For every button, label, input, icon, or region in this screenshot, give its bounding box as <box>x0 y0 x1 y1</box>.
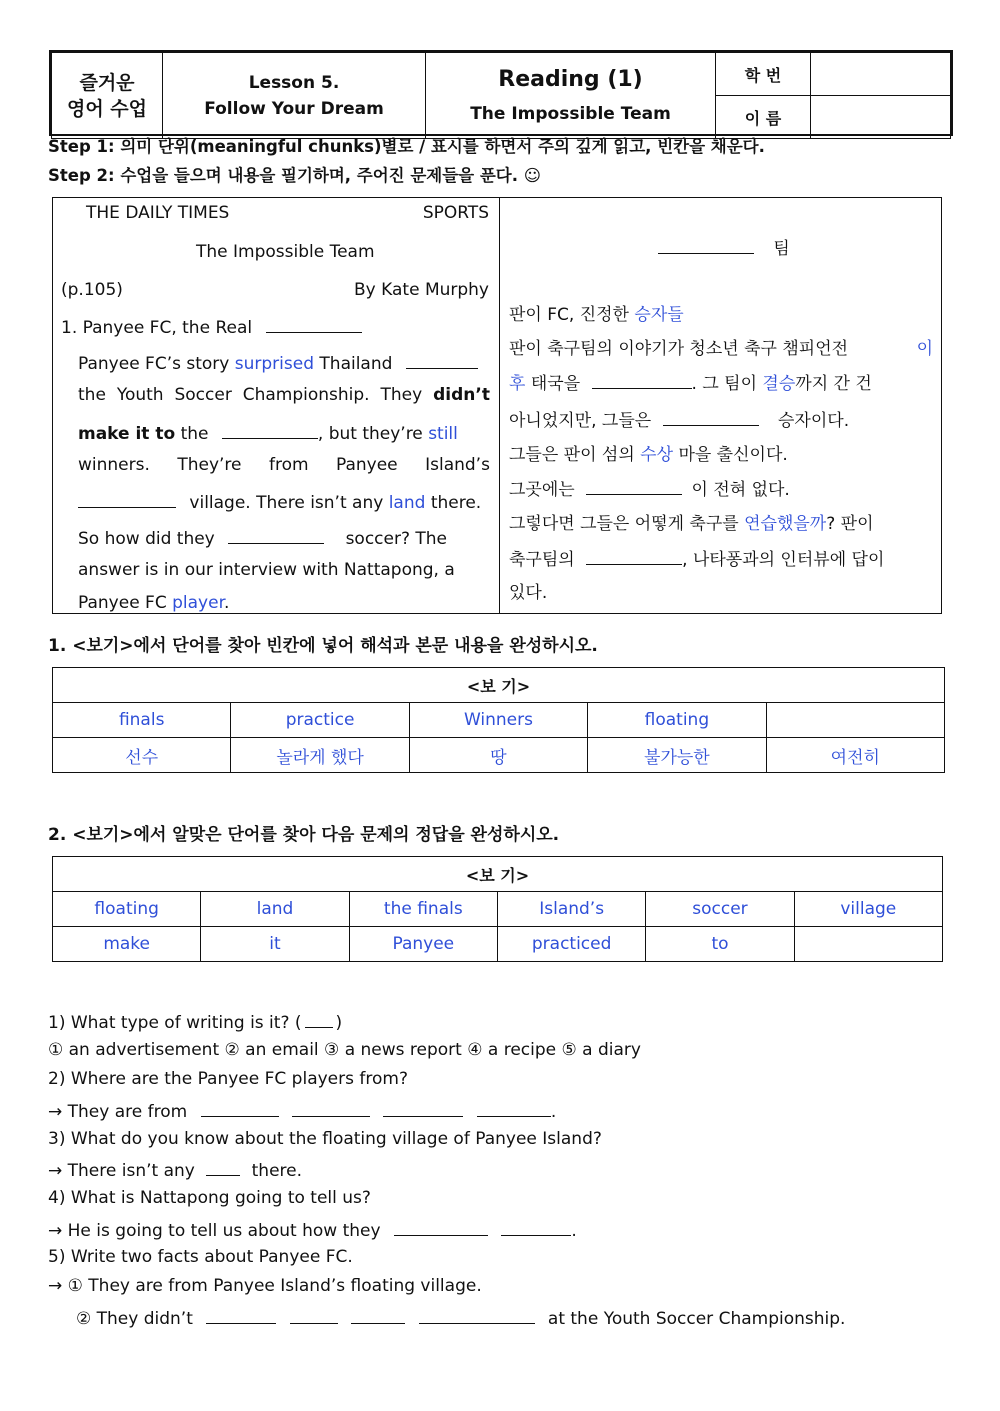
word-bank-cell: make <box>53 927 201 962</box>
translation-text: ? 판이 <box>826 514 874 534</box>
answer-blank[interactable] <box>292 1099 370 1117</box>
word-bank-cell: 선수 <box>53 738 231 773</box>
passage-word: Soccer <box>174 385 232 405</box>
word-bank-cell: Island’s <box>497 892 645 927</box>
passage-word: They’re <box>177 455 242 475</box>
answer-blank[interactable] <box>383 1099 463 1117</box>
question-5-fact-1: → ① They are from Panyee Island’s floating village. <box>48 1276 482 1296</box>
question-text: 1) What type of writing is it? ( <box>48 1013 302 1033</box>
translation-line-5 <box>509 440 788 465</box>
answer-blank[interactable] <box>78 490 176 508</box>
answer-blank[interactable] <box>663 408 759 426</box>
word-bank-cell: Winners <box>409 703 587 738</box>
word-bank-caption: <보 기> <box>53 668 945 703</box>
passage-line-8: answer is in our interview with Nattapong, a <box>78 560 455 580</box>
answer-blank[interactable] <box>419 1306 535 1324</box>
word-bank-cell: 불가능한 <box>588 738 766 773</box>
word-bank-cell: soccer <box>646 892 794 927</box>
passage-word: the <box>78 385 106 405</box>
answer-blank[interactable] <box>201 1099 279 1117</box>
answer-blank[interactable] <box>592 371 692 389</box>
word-bank-cell: 놀라게 했다 <box>231 738 409 773</box>
answer-blank[interactable] <box>206 1158 240 1176</box>
reading-title: Reading (1) <box>498 67 643 92</box>
translation-highlight: 연습했을까 <box>744 514 827 534</box>
name-label: 이 름 <box>716 96 811 139</box>
question-1-options: ① an advertisement ② an email ③ a news report ④ a recipe ⑤ a diary <box>48 1040 641 1060</box>
question-1 <box>48 1010 342 1033</box>
question-3: 3) What do you know about the floating village of Panyee Island? <box>48 1129 602 1149</box>
translation-text: 축구팀의 <box>509 550 575 570</box>
translation-text: 까지 간 건 <box>795 374 872 394</box>
lesson-number: Lesson 5. <box>248 72 340 93</box>
passage-text: the <box>180 424 209 444</box>
answer-blank[interactable] <box>206 1306 276 1324</box>
passage-highlight: player <box>172 593 225 613</box>
passage-line-3 <box>78 385 490 405</box>
student-id-field[interactable] <box>811 53 951 96</box>
course-title-line1: 즐거운 <box>79 71 135 94</box>
translation-highlight: 수상 <box>640 445 674 465</box>
step-1: Step 1: 의미 단위(meaningful chunks)별로 / 표시를 하면서 주의 깊게 읽고, 빈칸을 채운다. <box>48 137 765 156</box>
passage-line-5 <box>78 455 490 475</box>
question-text: there. <box>251 1161 303 1181</box>
word-bank-cell: 여전히 <box>766 738 944 773</box>
question-text: → They are from <box>48 1102 188 1122</box>
answer-blank[interactable] <box>222 421 318 439</box>
passage-text: village. There isn’t any <box>189 493 384 513</box>
translation-title <box>658 234 790 259</box>
translation-highlight: 후 <box>509 374 526 394</box>
translation-line-6 <box>509 475 790 500</box>
translation-line-8 <box>509 545 884 570</box>
article-title: The Impossible Team <box>196 242 375 262</box>
question-text: ② They didn’t <box>76 1309 193 1329</box>
word-bank-cell <box>794 927 942 962</box>
word-bank-cell: to <box>646 927 794 962</box>
exercise-1-title: 1. <보기>에서 단어를 찾아 빈칸에 넣어 해석과 본문 내용을 완성하시오. <box>48 636 598 656</box>
passage-highlight: surprised <box>234 354 314 374</box>
word-bank-1 <box>52 667 945 773</box>
answer-blank[interactable] <box>228 526 324 544</box>
answer-blank[interactable] <box>406 351 478 369</box>
passage-text: soccer? The <box>345 529 448 549</box>
question-4-answer <box>48 1218 577 1241</box>
answer-blank[interactable] <box>394 1218 488 1236</box>
question-5: 5) Write two facts about Panyee FC. <box>48 1247 353 1267</box>
english-passage <box>53 198 500 613</box>
passage-word: Island’s <box>425 455 490 475</box>
word-bank-cell: Panyee <box>349 927 497 962</box>
passage-line-4 <box>78 421 458 444</box>
course-title-line2: 영어 수업 <box>66 97 148 120</box>
question-2: 2) Where are the Panyee FC players from? <box>48 1069 408 1089</box>
translation-text: 판이 FC, 진정한 <box>509 305 629 325</box>
passage-highlight: still <box>428 424 458 444</box>
question-text: ) <box>335 1013 343 1033</box>
translation-line-9: 있다. <box>509 583 548 603</box>
passage-text: Panyee FC’s story <box>78 354 230 374</box>
answer-blank[interactable] <box>658 236 754 254</box>
word-bank-cell: the finals <box>349 892 497 927</box>
translation-text: 마을 출신이다. <box>678 445 788 465</box>
answer-blank[interactable] <box>586 477 682 495</box>
passage-text: Panyee FC <box>78 593 167 613</box>
translation-text: 그렇다면 그들은 어떻게 축구를 <box>509 514 739 534</box>
passage-word: from <box>268 455 309 475</box>
translation-text: 승자이다. <box>778 411 850 431</box>
answer-blank[interactable] <box>290 1306 338 1324</box>
exercise-2-title: 2. <보기>에서 알맞은 단어를 찾아 다음 문제의 정답을 완성하시오. <box>48 825 560 845</box>
passage-line-1 <box>61 315 362 338</box>
word-bank-cell: finals <box>53 703 231 738</box>
author: By Kate Murphy <box>354 280 489 300</box>
passage-line-9 <box>78 593 229 613</box>
passage-bold: didn’t <box>433 385 490 405</box>
passage-text: 1. Panyee FC, the Real <box>61 318 253 338</box>
page-reference: (p.105) <box>61 280 123 300</box>
course-title <box>52 53 163 139</box>
translation-text: . 그 팀이 <box>691 374 758 394</box>
translation-line-2 <box>509 334 933 359</box>
word-bank-cell: land <box>201 892 349 927</box>
worksheet-header <box>49 50 953 136</box>
translation-line-3 <box>509 369 872 394</box>
translation-text: 판이 축구팀의 이야기가 청소년 축구 챔피언전 <box>509 339 849 359</box>
answer-blank[interactable] <box>501 1218 571 1236</box>
passage-highlight: land <box>388 493 426 513</box>
passage-text: . <box>224 593 230 613</box>
word-bank-cell <box>766 703 944 738</box>
word-bank-caption: <보 기> <box>53 857 943 892</box>
translation-text: 아니었지만, 그들은 <box>509 411 652 431</box>
passage-word: Championship. <box>242 385 370 405</box>
word-bank-cell: floating <box>588 703 766 738</box>
word-bank-cell: 땅 <box>409 738 587 773</box>
header-table <box>51 52 951 139</box>
passage-text: , but they’re <box>317 424 423 444</box>
word-bank-cell: practice <box>231 703 409 738</box>
passage-text: Thailand <box>319 354 393 374</box>
passage-bold: make it to <box>78 424 176 444</box>
passage-word: Youth <box>116 385 164 405</box>
student-id-label: 학 번 <box>716 53 811 96</box>
translation-text: 태국을 <box>530 374 581 394</box>
translation-text: 그곳에는 <box>509 480 575 500</box>
translation-text: 그들은 판이 섬의 <box>509 445 635 465</box>
reading-info <box>426 53 716 139</box>
newspaper-name: THE DAILY TIMES <box>86 203 230 223</box>
word-bank-cell: practiced <box>497 927 645 962</box>
korean-translation <box>500 198 941 613</box>
passage-word: They <box>380 385 423 405</box>
word-bank-cell: it <box>201 927 349 962</box>
reading-passage-box <box>52 197 942 614</box>
passage-line-6 <box>78 490 481 513</box>
question-text: → He is going to tell us about how they <box>48 1221 381 1241</box>
answer-blank[interactable] <box>586 547 682 565</box>
translation-line-4 <box>509 406 849 431</box>
answer-blank[interactable] <box>477 1099 551 1117</box>
translation-line-7 <box>509 509 874 534</box>
step-2: Step 2: 수업을 들으며 내용을 필기하며, 주어진 문제들을 푼다. ☺ <box>48 166 541 185</box>
lesson-info <box>163 53 426 139</box>
passage-text: there. <box>430 493 482 513</box>
reading-subtitle: The Impossible Team <box>470 104 671 124</box>
word-bank-cell: floating <box>53 892 201 927</box>
answer-blank[interactable] <box>305 1010 333 1028</box>
translation-text: , 나타퐁과의 인터뷰에 답이 <box>682 550 885 570</box>
question-text: → There isn’t any <box>48 1161 195 1181</box>
question-text: at the Youth Soccer Championship. <box>547 1309 846 1329</box>
passage-word: Panyee <box>335 455 398 475</box>
question-text: . <box>571 1221 577 1241</box>
translation-text: 팀 <box>773 239 790 259</box>
translation-text: 이 전혀 없다. <box>691 480 790 500</box>
passage-line-7 <box>78 526 447 549</box>
passage-line-2 <box>78 351 478 374</box>
translation-line-1 <box>509 300 684 325</box>
translation-highlight: 결승 <box>762 374 796 394</box>
newspaper-section: SPORTS <box>422 203 489 223</box>
question-text: . <box>550 1102 557 1122</box>
passage-word: winners. <box>78 455 150 475</box>
translation-highlight: 이 <box>916 339 933 359</box>
passage-text: So how did they <box>78 529 215 549</box>
lesson-title: Follow Your Dream <box>204 98 384 119</box>
word-bank-cell: village <box>794 892 942 927</box>
translation-highlight: 승자들 <box>634 305 684 325</box>
answer-blank[interactable] <box>351 1306 405 1324</box>
question-5-fact-2 <box>76 1306 845 1329</box>
question-4: 4) What is Nattapong going to tell us? <box>48 1188 371 1208</box>
word-bank-2 <box>52 856 943 962</box>
name-field[interactable] <box>811 96 951 139</box>
answer-blank[interactable] <box>266 315 362 333</box>
question-2-answer <box>48 1099 556 1122</box>
question-3-answer <box>48 1158 302 1181</box>
